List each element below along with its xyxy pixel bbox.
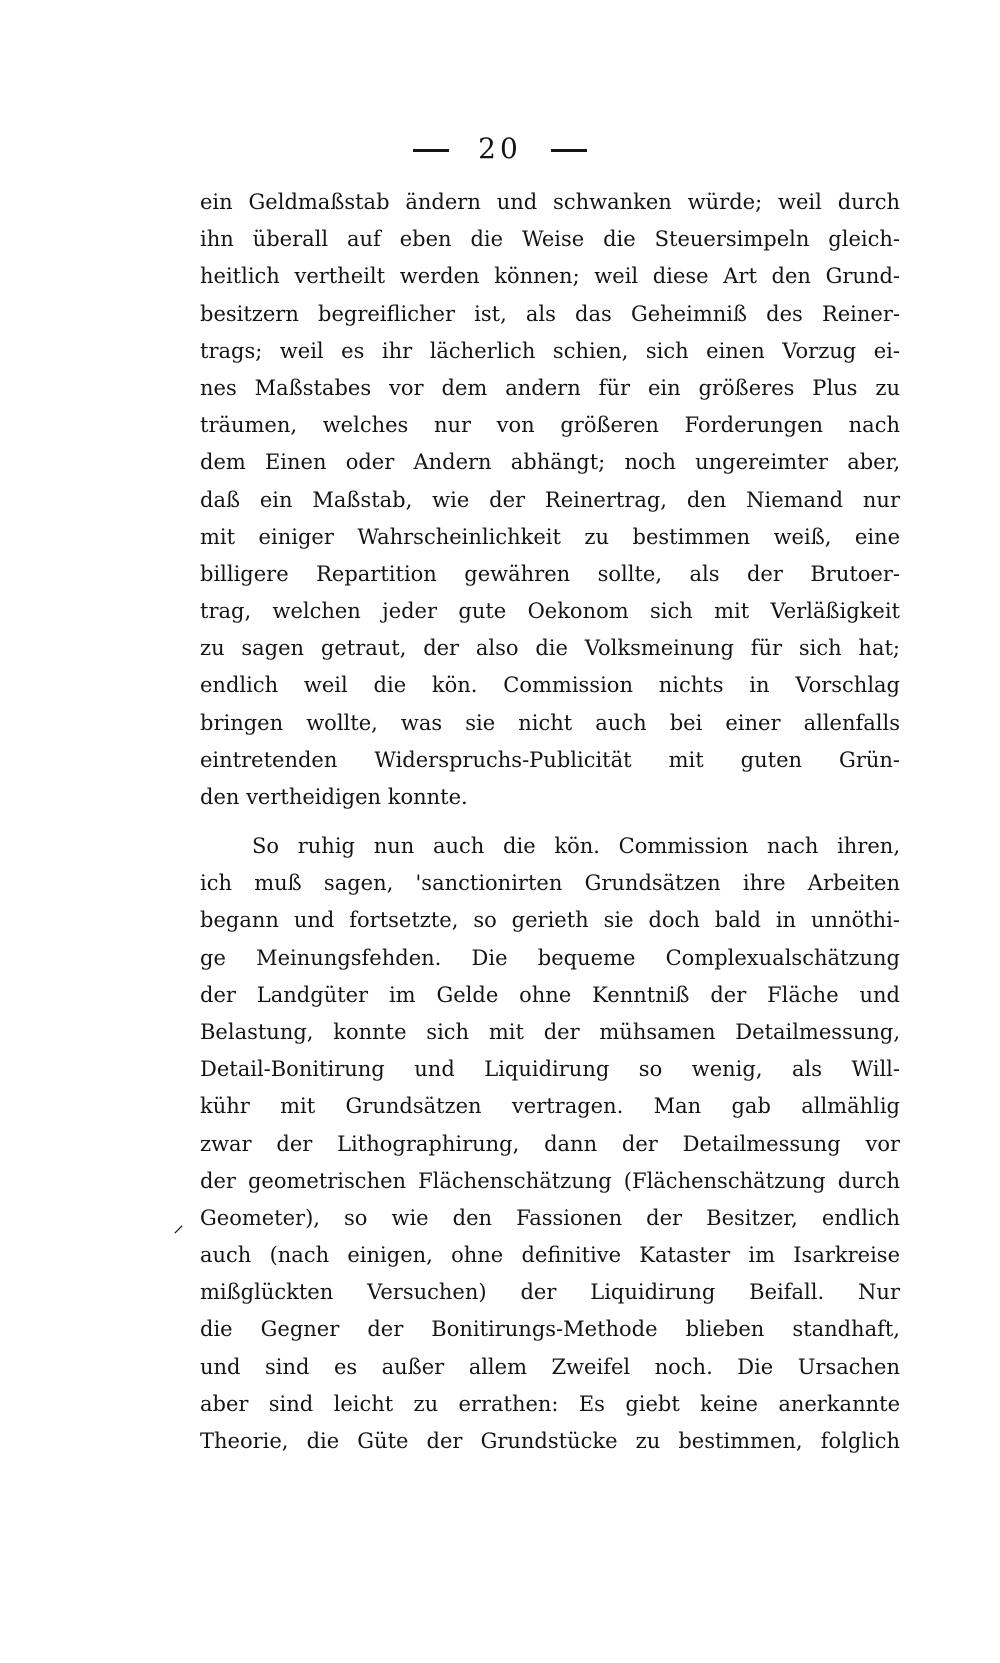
text-line: aber sind leicht zu errathen: Es giebt keine anerkannte <box>200 1391 900 1416</box>
text-line: ihn überall auf eben die Weise die Steuersimpeln gleich- <box>200 227 900 252</box>
text-line: mißglückten Versuchen) der Liquidirung Beifall. Nur <box>200 1280 900 1305</box>
paragraph-2 <box>200 828 900 1460</box>
text-line: heitlich vertheilt werden können; weil diese Art den Grund- <box>200 264 900 289</box>
text-line: begann und fortsetzte, so gerieth sie doch bald in unnöthi- <box>200 908 900 933</box>
text-line: zwar der Lithographirung, dann der Detailmessung vor <box>200 1131 900 1156</box>
text-line: ge Meinungsfehden. Die bequeme Complexualschätzung <box>200 945 900 970</box>
text-line: endlich weil die kön. Commission nichts in Vorschlag <box>200 673 900 698</box>
text-line: trags; weil es ihr lächerlich schien, sich einen Vorzug ei- <box>200 338 900 363</box>
text-line: den vertheidigen konnte. <box>200 785 468 809</box>
text-line: die Gegner der Bonitirungs-Methode blieben standhaft, <box>200 1317 900 1342</box>
text-line: Geometer), so wie den Fassionen der Besitzer, endlich <box>200 1205 900 1230</box>
text-line: Detail-Bonitirung und Liquidirung so wenig, als Will- <box>200 1057 900 1082</box>
text-line: besitzern begreiflicher ist, als das Geheimniß des Reiner- <box>200 301 900 326</box>
text-line: dem Einen oder Andern abhängt; noch ungereimter aber, <box>200 450 900 475</box>
text-line: mit einiger Wahrscheinlichkeit zu bestimmen weiß, eine <box>200 524 900 549</box>
header-dash-right <box>551 149 587 152</box>
text-line: eintretenden Widerspruchs-Publicität mit guten Grün- <box>200 747 900 772</box>
text-line: träumen, welches nur von größeren Forderungen nach <box>200 413 900 438</box>
text-line: ich muß sagen, 'sanctionirten Grundsätzen ihre Arbeiten <box>200 871 900 896</box>
text-line: bringen wollte, was sie nicht auch bei einer allenfalls <box>200 710 900 735</box>
text-line: auch (nach einigen, ohne definitive Kataster im Isarkreise <box>200 1243 900 1268</box>
text-line: und sind es außer allem Zweifel noch. Die Ursachen <box>200 1354 900 1379</box>
page-header <box>0 132 1000 165</box>
text-line: Theorie, die Güte der Grundstücke zu bestimmen, folglich <box>200 1429 900 1453</box>
text-line: zu sagen getraut, der also die Volksmeinung für sich hat; <box>200 636 900 661</box>
paragraph-1 <box>200 184 900 816</box>
text-line: ein Geldmaßstab ändern und schwanken würde; weil durch <box>200 190 900 214</box>
text-line: trag, welchen jeder gute Oekonom sich mit Verläßigkeit <box>200 599 900 624</box>
text-line: Belastung, konnte sich mit der mühsamen Detailmessung, <box>200 1019 900 1044</box>
text-line: der geometrischen Flächenschätzung (Flächenschätzung durch <box>200 1168 900 1193</box>
text-line: der Landgüter im Gelde ohne Kenntniß der Fläche und <box>200 982 900 1007</box>
text-line: daß ein Maßstab, wie der Reinertrag, den Niemand nur <box>200 487 900 512</box>
text-line: So ruhig nun auch die kön. Commission nach ihren, <box>252 834 900 858</box>
page-number: 20 <box>478 132 522 165</box>
header-dash-left <box>413 149 449 152</box>
text-line: billigere Repartition gewähren sollte, als der Brutoer- <box>200 561 900 586</box>
text-line: nes Maßstabes vor dem andern für ein größeres Plus zu <box>200 375 900 400</box>
margin-tick-mark: ⸍ <box>173 1222 185 1247</box>
text-line: kühr mit Grundsätzen vertragen. Man gab allmählig <box>200 1094 900 1119</box>
